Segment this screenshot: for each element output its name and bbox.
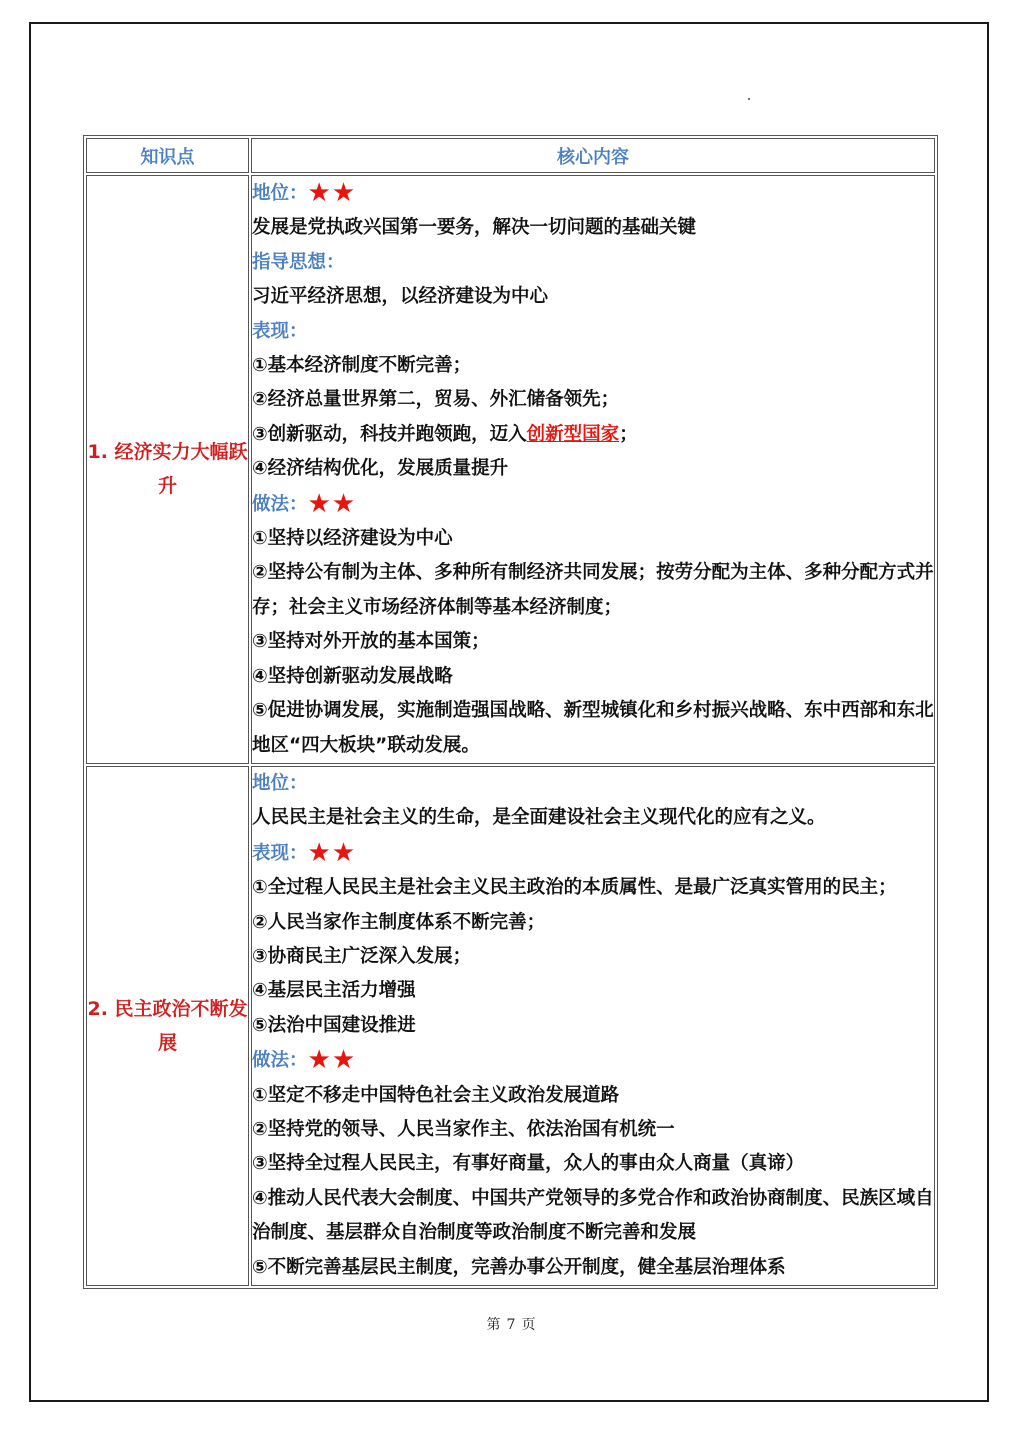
guide-label: 指导思想： <box>252 251 345 273</box>
list-item: ①全过程人民民主是社会主义民主政治的本质属性、是最广泛真实管用的民主； <box>252 877 897 899</box>
highlight-term: 创新型国家 <box>526 423 620 445</box>
list-item: ②经济总量世界第二，贸易、外汇储备领先； <box>252 389 620 411</box>
table-row <box>86 766 935 1286</box>
knowledge-table <box>83 135 938 1289</box>
list-item-text: ③创新驱动，科技并跑领跑，迈入 <box>252 423 527 445</box>
list-item: ④基层民主活力增强 <box>252 980 416 1002</box>
guide-text: 习近平经济思想，以经济建设为中心 <box>252 286 549 308</box>
star-rating-icon: ★★ <box>307 1045 357 1076</box>
method-label: 做法： <box>252 493 308 515</box>
list-item: ②坚持公有制为主体、多种所有制经济共同发展；按劳分配为主体、多种分配方式并存；社会主义市场经济体制等基本经济制度； <box>252 562 934 618</box>
status-text: 发展是党执政兴国第一要务，解决一切问题的基础关键 <box>252 217 697 239</box>
table-row <box>86 175 935 764</box>
topic-title: 2. 民主政治不断发展 <box>87 997 248 1054</box>
list-item: ③坚持对外开放的基本国策； <box>252 631 490 653</box>
list-item: ③协商民主广泛深入发展； <box>252 945 472 967</box>
method-heading <box>252 1043 934 1078</box>
star-rating-icon: ★★ <box>307 837 357 868</box>
status-text: 人民民主是社会主义的生命，是全面建设社会主义现代化的应有之义。 <box>252 807 826 829</box>
footer-prefix: 第 <box>486 1317 501 1333</box>
list-item: ③坚持全过程人民民主，有事好商量，众人的事由众人商量（真谛） <box>252 1153 805 1175</box>
list-item <box>252 418 934 452</box>
list-item: ②坚持党的领导、人民当家作主、依法治国有机统一 <box>252 1118 675 1140</box>
method-label: 做法： <box>252 1050 308 1072</box>
list-item: ①基本经济制度不断完善； <box>252 355 472 377</box>
status-label: 地位： <box>252 183 308 204</box>
show-label: 表现： <box>252 842 308 864</box>
list-item: ④经济结构优化，发展质量提升 <box>252 458 509 480</box>
topic-title: 1. 经济实力大幅跃升 <box>87 441 248 498</box>
content-economy <box>251 175 935 764</box>
content-democracy <box>251 766 935 1286</box>
method-heading <box>252 487 934 522</box>
star-rating-icon: ★★ <box>307 178 357 208</box>
list-item: ④坚持创新驱动发展战略 <box>252 665 453 687</box>
list-item: ⑤促进协调发展，实施制造强国战略、新型城镇化和乡村振兴战略、东中西部和东北地区“四大板块”联动发展。 <box>252 700 934 756</box>
show-label: 表现： <box>252 320 308 342</box>
status-label: 地位： <box>252 772 308 794</box>
page-number: 7 <box>506 1317 516 1333</box>
list-item: ⑤不断完善基层民主制度，完善办事公开制度，健全基层治理体系 <box>252 1256 786 1278</box>
scan-dot <box>748 98 750 100</box>
topic-economy <box>86 175 249 764</box>
star-rating-icon: ★★ <box>307 488 357 519</box>
list-item: ⑤法治中国建设推进 <box>252 1014 416 1036</box>
topic-democracy <box>86 766 249 1286</box>
header-knowledge-point: 知识点 <box>86 138 249 173</box>
list-item: ②人民当家作主制度体系不断完善； <box>252 911 546 933</box>
list-item-end: ； <box>619 423 638 445</box>
footer-suffix: 页 <box>521 1317 536 1333</box>
list-item: ①坚持以经济建设为中心 <box>252 528 453 550</box>
table-header-row <box>86 138 935 173</box>
page-footer <box>0 1314 1022 1334</box>
list-item: ④推动人民代表大会制度、中国共产党领导的多党合作和政治协商制度、民族区域自治制度、基层群众自治制度等政治制度不断完善和发展 <box>252 1187 934 1244</box>
status-heading <box>252 176 934 211</box>
list-item: ①坚定不移走中国特色社会主义政治发展道路 <box>252 1084 620 1106</box>
header-core-content: 核心内容 <box>251 138 935 173</box>
show-heading <box>252 836 934 871</box>
